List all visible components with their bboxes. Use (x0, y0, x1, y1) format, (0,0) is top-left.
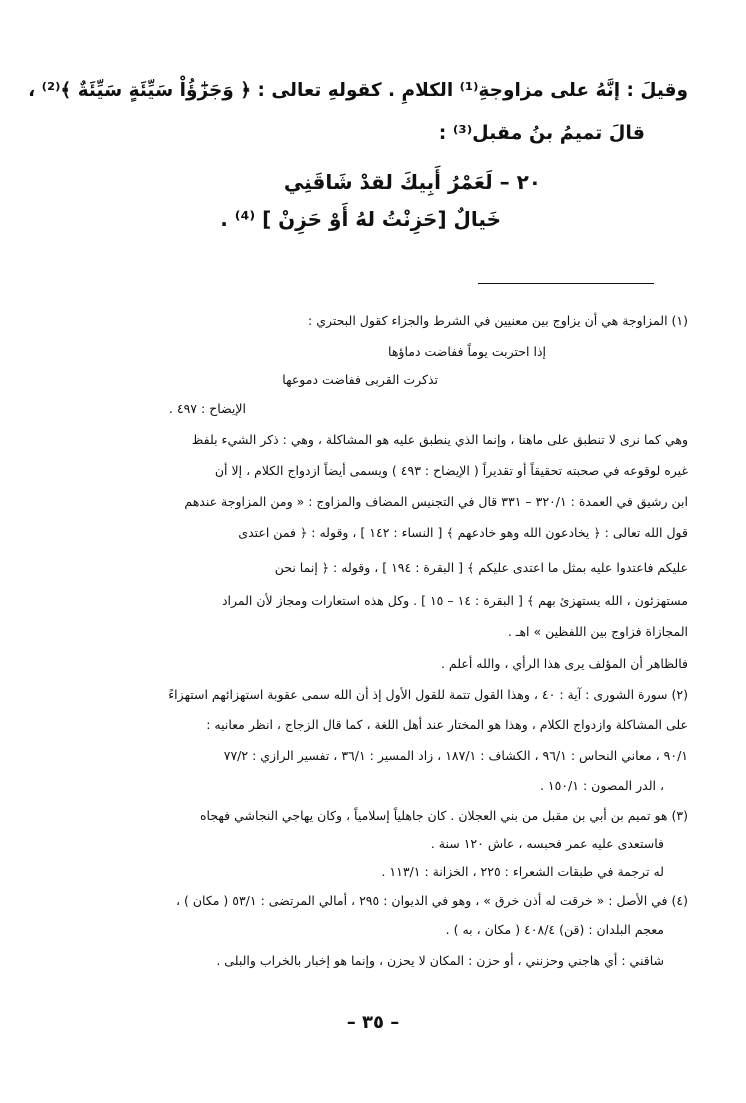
footnote-1-line-9: عليكم فاعتدوا عليه بمثل ما اعتدى عليكم ﴾ [ البقرة : ١٩٤ ] ، وقوله : ﴿ إنما نحن (274, 560, 688, 575)
footnote-1-line-5: وهي كما نرى لا تنطبق على ماهنا ، وإنما الذي ينطبق عليه هو المشاكلة ، وهي : ذكر الشيء بلفظ (191, 432, 688, 447)
verse-line-2: خَيالٌ [حَزِنْتُ لهُ أَوْ حَزِنْ ] ⁽⁴⁾ . (220, 207, 501, 231)
footnote-4-line-1: (٤) في الأصل : « خرقت له أذن خرق » ، وهو في الديوان : ٢٩٥ ، أمالي المرتضى : ٥٣/١ ( مكان ) ، (175, 893, 688, 908)
footnote-1-line-11: المجازاة فزاوج بين اللفظين » اهـ . (507, 624, 688, 639)
footnote-2-line-3: ٩٠/١ ، معاني النحاس : ٩٦/١ ، الكشاف : ١٨٧/١ ، زاد المسير : ٣٦/١ ، تفسير الرازي : ٧٧/٢ (223, 748, 688, 763)
footnote-4-line-2: معجم البلدان : (قن) ٤٠٨/٤ ( مكان ، به ) . (445, 922, 664, 937)
footnote-1-line-10: مستهزئون ، الله يستهزئ بهم ﴾ [ البقرة : ١٤ – ١٥ ] . وكل هذه استعارات ومجاز لأن المراد (221, 593, 688, 608)
footnote-2-line-2: على المشاكلة وازدواج الكلام ، وهذا هو المختار عند أهل اللغة ، كما قال الزجاج ، انظر معانيه : (206, 717, 688, 732)
footnote-1-verse-2: تذكرت القربى ففاضت دموعها (282, 372, 438, 387)
verse-line-1: ٢٠ – لَعَمْرُ أَبِيكَ لقدْ شَاقَنِي (283, 170, 541, 194)
page-number: – ٣٥ – (346, 1012, 400, 1033)
footnote-1-line-6: غيره لوقوعه في صحبته تحقيقاً أو تقديراً ( الإيضاح : ٤٩٣ ) ويسمى أيضاً ازدواج الكلام ، إلا أن (214, 463, 688, 478)
footnote-3-line-2: فاستعدى عليه عمر فحبسه ، عاش ١٢٠ سنة . (430, 836, 664, 851)
footnote-2-line-4: ، الدر المصون : ١٥٠/١ . (539, 778, 664, 793)
footnote-3-line-1: (٣) هو تميم بن أبي بن مقبل من بني العجلان . كان جاهلياً إسلامياً ، وكان يهاجي النجاشي فهجاه (199, 808, 688, 823)
footnote-1-line-8: قول الله تعالى : ﴿ يخادعون الله وهو خادعهم ﴾ [ النساء : ١٤٢ ] ، وقوله : ﴿ فمن اعتدى (238, 525, 688, 540)
footnote-2-line-1: (٢) سورة الشورى : آية : ٤٠ ، وهذا القول تتمة للقول الأول إذ أن الله سمى عقوبة استهزائهم استهزاءً (168, 687, 688, 702)
footnote-1-line-7: ابن رشيق في العمدة : ٣٢٠/١ – ٣٣١ قال في التجنيس المضاف والمزاوج : « ومن المزاوجة عندهم (184, 494, 688, 509)
footnote-4-line-3: شاقني : أي هاجني وحزنني ، أو حزن : المكان لا يحزن ، وإنما هو إخبار بالخراب والبلى . (216, 953, 664, 968)
main-line-2: قالَ تميمُ بنُ مقبل⁽³⁾ : (438, 122, 645, 144)
main-line-1: وقيلَ : إنَّهُ على مزاوجةِ⁽¹⁾ الكلامِ . كقولهِ تعالى : ﴿ وَجَزَٰٓؤُاْ سَيِّئَةٍ سَيِّئَةٌ ﴾⁽²⁾ ، (28, 80, 688, 101)
footnote-1-verse-1: إذا احتربت يوماً ففاضت دماؤها (388, 344, 546, 359)
footnote-1-line-1: (١) المزاوجة هي أن يزاوج بين معنيين في الشرط والجزاء كقول البحتري : (308, 313, 688, 328)
footnote-1-source: الإيضاح : ٤٩٧ . (168, 401, 246, 416)
footnote-separator (478, 283, 654, 284)
footnote-3-line-3: له ترجمة في طبقات الشعراء : ٢٢٥ ، الخزانة : ١١٣/١ . (381, 864, 664, 879)
footnote-1-line-12: فالظاهر أن المؤلف يرى هذا الرأي ، والله أعلم . (440, 656, 688, 671)
